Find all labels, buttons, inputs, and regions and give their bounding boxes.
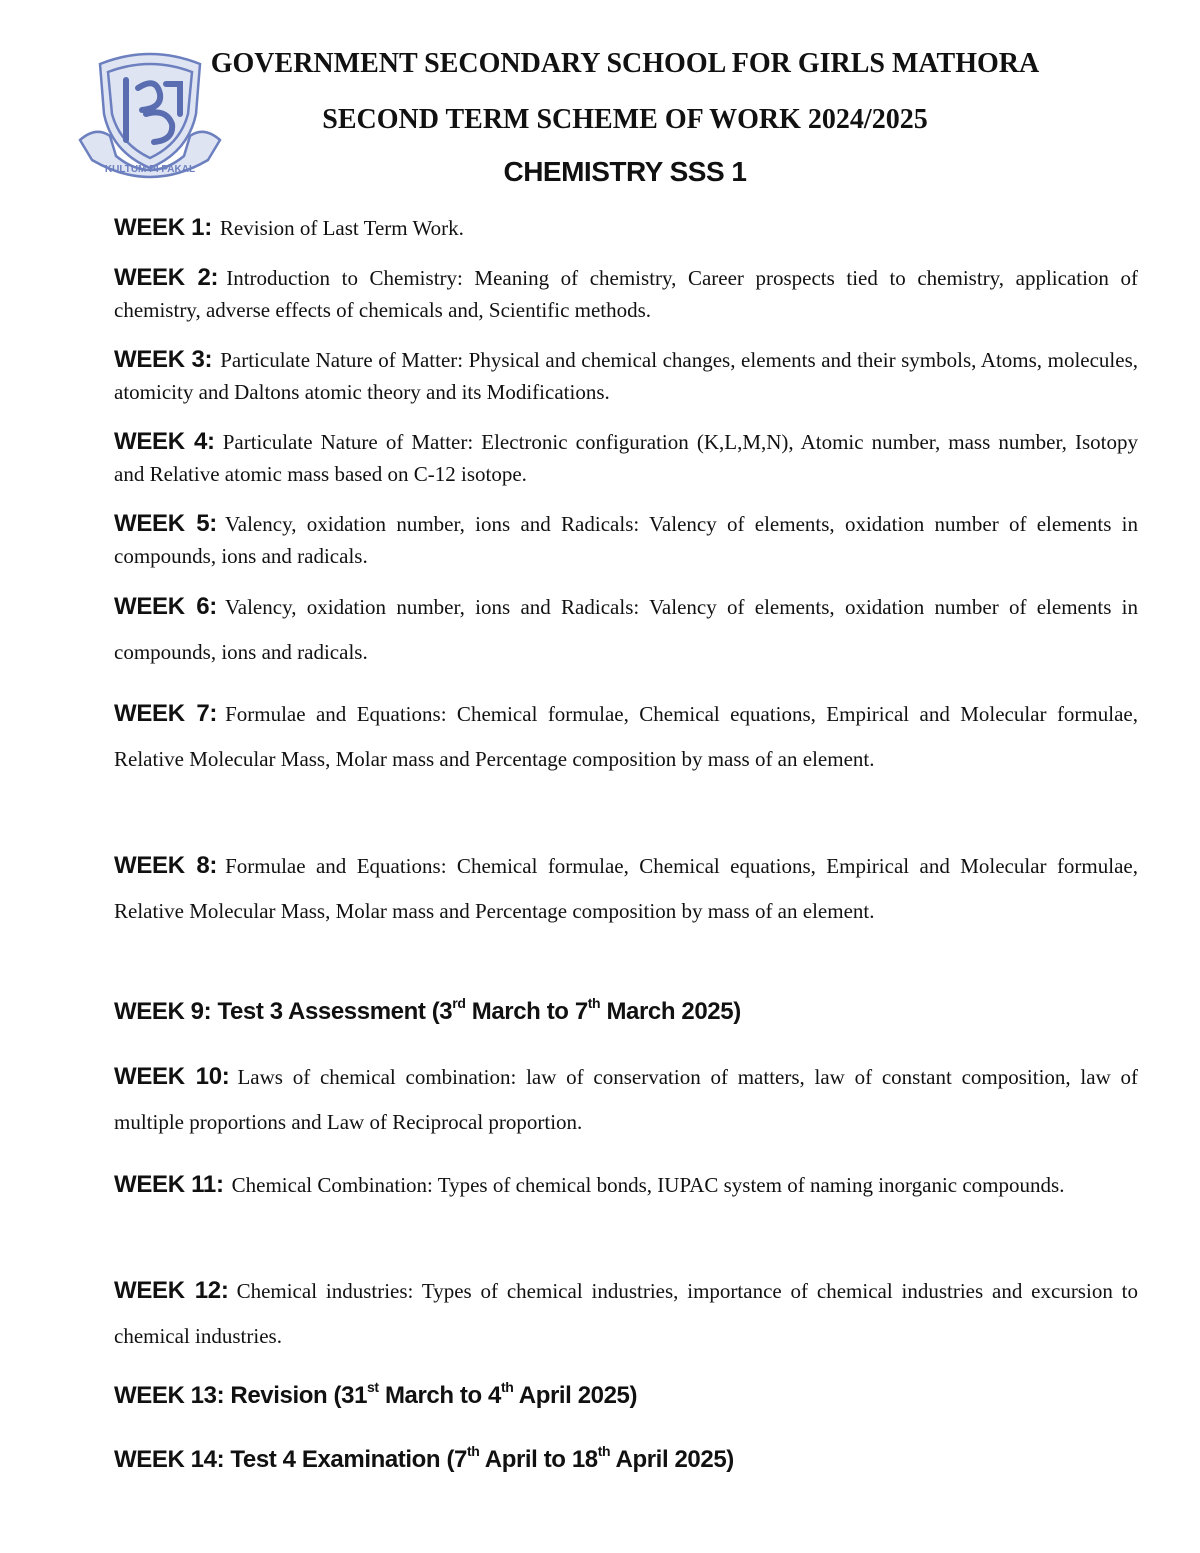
week-entry-3 bbox=[114, 344, 1138, 408]
school-name: GOVERNMENT SECONDARY SCHOOL FOR GIRLS MATHORA bbox=[210, 48, 1040, 79]
week-entry-9: WEEK 9: Test 3 Assessment (3rd March to 7th March 2025) bbox=[114, 995, 741, 1025]
week-text: Laws of chemical combination: law of conservation of matters, law of constant composition, law of multiple proportions and Law of Reciprocal proportion. bbox=[114, 1065, 1138, 1134]
week-text: Formulae and Equations: Chemical formulae, Chemical equations, Empirical and Molecular formulae, Relative Molecular Mass, Molar mass and Percentage composition by mass of an element. bbox=[114, 702, 1138, 771]
week-text: Chemical industries: Types of chemical industries, importance of chemical industries and excursion to chemical industries. bbox=[114, 1279, 1138, 1348]
week-text: Valency, oxidation number, ions and Radicals: Valency of elements, oxidation number of elements in compounds, ions and radicals. bbox=[114, 595, 1138, 664]
week-text: Particulate Nature of Matter: Physical and chemical changes, elements and their symbols, Atoms, molecules, atomicity and Daltons atomic theory and its Modifications. bbox=[114, 348, 1138, 404]
week-label: WEEK 1: bbox=[114, 214, 212, 241]
week-text: Valency, oxidation number, ions and Radicals: Valency of elements, oxidation number of elements in compounds, ions and radicals. bbox=[114, 512, 1138, 568]
week-entry-12 bbox=[114, 1268, 1138, 1359]
week-entry-7 bbox=[114, 691, 1138, 782]
week-entry-13: WEEK 13: Revision (31st March to 4th April 2025) bbox=[114, 1379, 638, 1409]
week-entry-10 bbox=[114, 1054, 1138, 1145]
week-label: WEEK 8: bbox=[114, 852, 218, 879]
week-text: Chemical Combination: Types of chemical bonds, IUPAC system of naming inorganic compounds. bbox=[231, 1173, 1065, 1197]
week-label: WEEK 6: bbox=[114, 593, 217, 620]
subject-class-title: CHEMISTRY SSS 1 bbox=[503, 156, 747, 187]
week-entry-4 bbox=[114, 426, 1138, 490]
week-text: Particulate Nature of Matter: Electronic configuration (K,L,M,N), Atomic number, mass number, Isotopy and Relative atomic mass based on C-12 isotope. bbox=[114, 430, 1138, 486]
week-label: WEEK 3: bbox=[114, 346, 213, 373]
week-entry-5 bbox=[114, 508, 1138, 572]
week-entry-11 bbox=[114, 1162, 1138, 1208]
week-text: Introduction to Chemistry: Meaning of chemistry, Career prospects tied to chemistry, application of chemistry, adverse effects of chemicals and, Scientific methods. bbox=[114, 266, 1138, 322]
week-entry-1 bbox=[114, 212, 1138, 244]
week-label: WEEK 2: bbox=[114, 264, 219, 291]
week-entry-14: WEEK 14: Test 4 Examination (7th April to 18th April 2025) bbox=[114, 1443, 734, 1473]
crest-motto: KULTUM PI PAKAL bbox=[104, 164, 196, 175]
week-label: WEEK 7: bbox=[114, 700, 218, 727]
scheme-title: SECOND TERM SCHEME OF WORK 2024/2025 bbox=[322, 104, 928, 135]
week-entry-8 bbox=[114, 843, 1138, 934]
week-text: Revision of Last Term Work. bbox=[219, 216, 464, 240]
week-text: Formulae and Equations: Chemical formulae, Chemical equations, Empirical and Molecular formulae, Relative Molecular Mass, Molar mass and Percentage composition by mass of an element. bbox=[114, 854, 1138, 923]
week-label: WEEK 11: bbox=[114, 1171, 224, 1198]
week-label: WEEK 5: bbox=[114, 510, 217, 537]
week-label: WEEK 4: bbox=[114, 428, 215, 455]
week-entry-2 bbox=[114, 262, 1138, 326]
week-entry-6 bbox=[114, 584, 1138, 675]
week-label: WEEK 12: bbox=[114, 1277, 229, 1304]
week-label: WEEK 10: bbox=[114, 1063, 230, 1090]
